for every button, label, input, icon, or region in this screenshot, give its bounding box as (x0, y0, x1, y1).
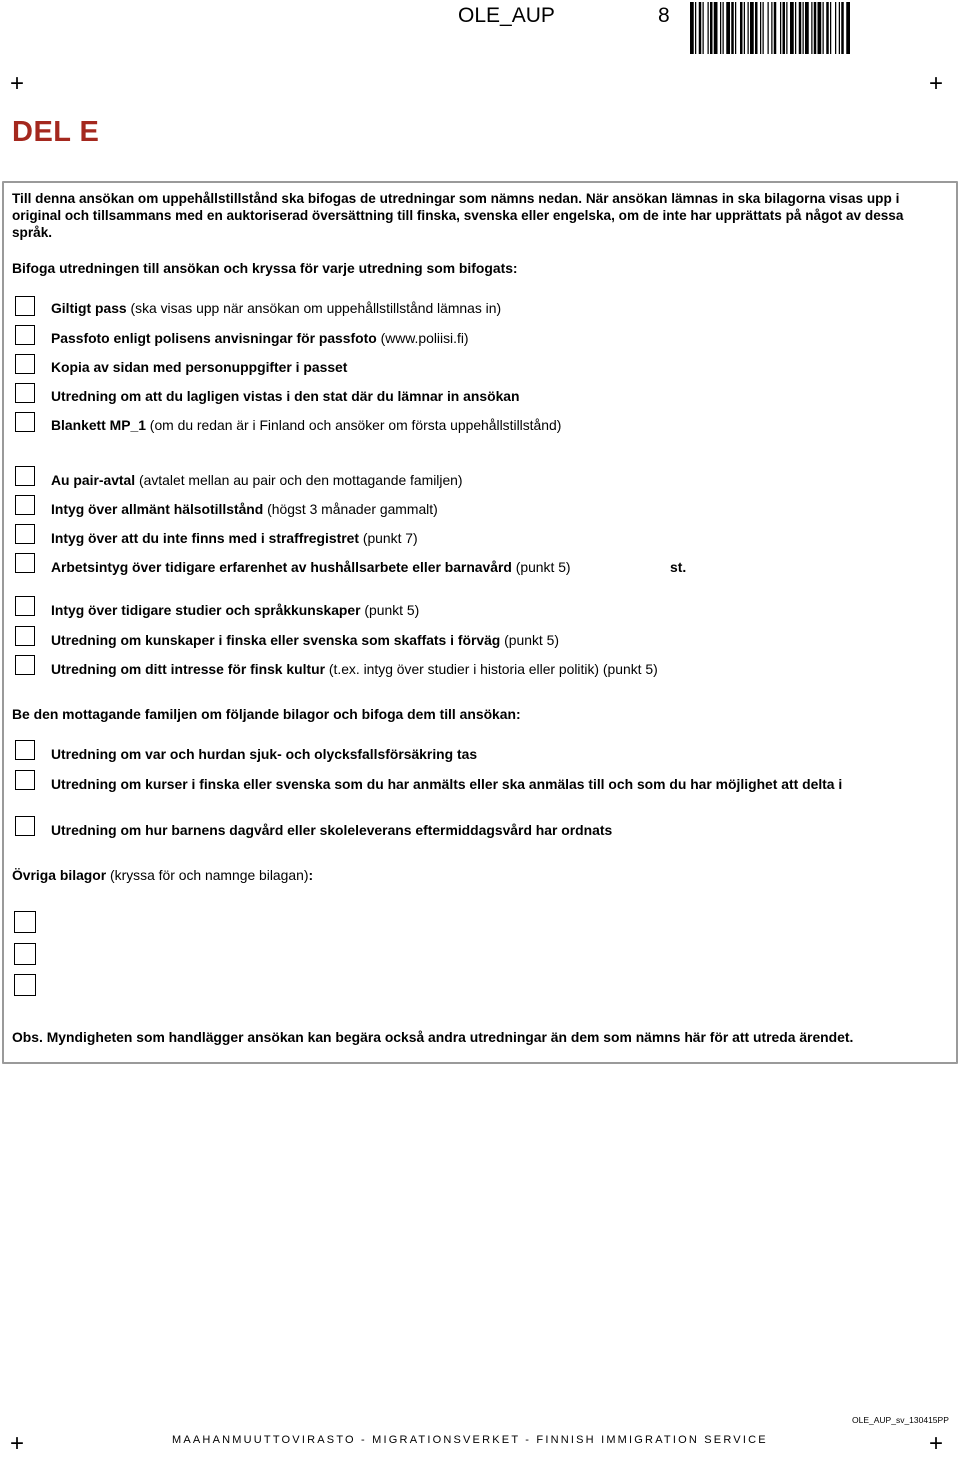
checkbox-item-10[interactable] (15, 596, 35, 616)
item-label: Blankett MP_1 (om du redan är i Finland och ansöker om första uppehållstillstånd) (51, 417, 562, 433)
checkbox-item-6[interactable] (15, 466, 35, 486)
item-label: Utredning om att du lagligen vistas i den stat där du lämnar in ansökan (51, 388, 520, 404)
checkbox-item-8[interactable] (15, 524, 35, 544)
item-label: Au pair-avtal (avtalet mellan au pair och den mottagande familjen) (51, 472, 463, 488)
registration-mark-bottom-right: + (929, 1430, 944, 1457)
checkbox-other-2[interactable] (14, 943, 36, 965)
page-number: 8 (658, 4, 670, 27)
checkbox-item-9[interactable] (15, 553, 35, 573)
checkbox-item-12[interactable] (15, 655, 35, 675)
checkbox-item-11[interactable] (15, 626, 35, 646)
instruction-heading: Bifoga utredningen till ansökan och kryssa för varje utredning som bifogats: (12, 260, 518, 276)
form-id: OLE_AUP (458, 4, 555, 27)
obs-note: Obs. Myndigheten som handlägger ansökan kan begära också andra utredningar än dem som nämns här för att utreda ärendet. (12, 1029, 854, 1045)
checkbox-item-5[interactable] (15, 412, 35, 432)
other-attachments-heading: Övriga bilagor (kryssa för och namnge bilagan): (12, 867, 314, 883)
family-item-label: Utredning om kurser i finska eller svenska som du har anmälts eller ska anmälas till och som du har möjlighet att delta i (51, 776, 843, 792)
checkbox-item-1[interactable] (15, 296, 35, 316)
document-code: OLE_AUP_sv_130415PP (852, 1415, 949, 1425)
section-title: DEL E (12, 116, 100, 148)
registration-mark-top-left: + (10, 70, 25, 97)
checkbox-family-3[interactable] (15, 816, 35, 836)
item-label: Utredning om ditt intresse för finsk kultur (t.ex. intyg över studier i historia eller politik) (punkt 5) (51, 661, 658, 677)
item-label: Utredning om kunskaper i finska eller svenska som skaffats i förväg (punkt 5) (51, 632, 559, 648)
item-label: Arbetsintyg över tidigare erfarenhet av hushållsarbete eller barnavård (punkt 5) (51, 559, 571, 575)
item-label: Kopia av sidan med personuppgifter i passet (51, 359, 348, 375)
checkbox-item-2[interactable] (15, 325, 35, 345)
checkbox-family-1[interactable] (15, 740, 35, 760)
checkbox-item-4[interactable] (15, 383, 35, 403)
item-label: Passfoto enligt polisens anvisningar för passfoto (www.poliisi.fi) (51, 330, 469, 346)
item-label: Intyg över att du inte finns med i straffregistret (punkt 7) (51, 530, 418, 546)
quantity-unit-label: st. (670, 559, 687, 575)
family-item-label: Utredning om var och hurdan sjuk- och olycksfallsförsäkring tas (51, 746, 478, 762)
item-label: Intyg över allmänt hälsotillstånd (högst 3 månader gammalt) (51, 501, 438, 517)
checkbox-other-1[interactable] (14, 911, 36, 933)
checkbox-item-7[interactable] (15, 495, 35, 515)
registration-mark-top-right: + (929, 70, 944, 97)
registration-mark-bottom-left: + (10, 1430, 25, 1457)
item-label: Intyg över tidigare studier och språkkunskaper (punkt 5) (51, 602, 420, 618)
checkbox-item-3[interactable] (15, 354, 35, 374)
checkbox-family-2[interactable] (15, 770, 35, 790)
intro-text: Till denna ansökan om uppehållstillstånd ska bifogas de utredningar som nämns nedan. När ansökan lämnas in ska bilagorna visas upp i original och tillsammans med en auktoriserad översättning till finska, svenska eller engelska, om de inte har upprättats på något av dessa språk. (12, 191, 904, 240)
item-label: Giltigt pass (ska visas upp när ansökan om uppehållstillstånd lämnas in) (51, 300, 502, 316)
barcode (690, 2, 922, 54)
family-heading: Be den mottagande familjen om följande bilagor och bifoga dem till ansökan: (12, 706, 521, 722)
family-item-label: Utredning om hur barnens dagvård eller skoleleverans eftermiddagsvård har ordnats (51, 822, 613, 838)
footer-agency: MAAHANMUUTTOVIRASTO - MIGRATIONSVERKET - FINNISH IMMIGRATION SERVICE (172, 1434, 768, 1446)
checkbox-other-3[interactable] (14, 974, 36, 996)
